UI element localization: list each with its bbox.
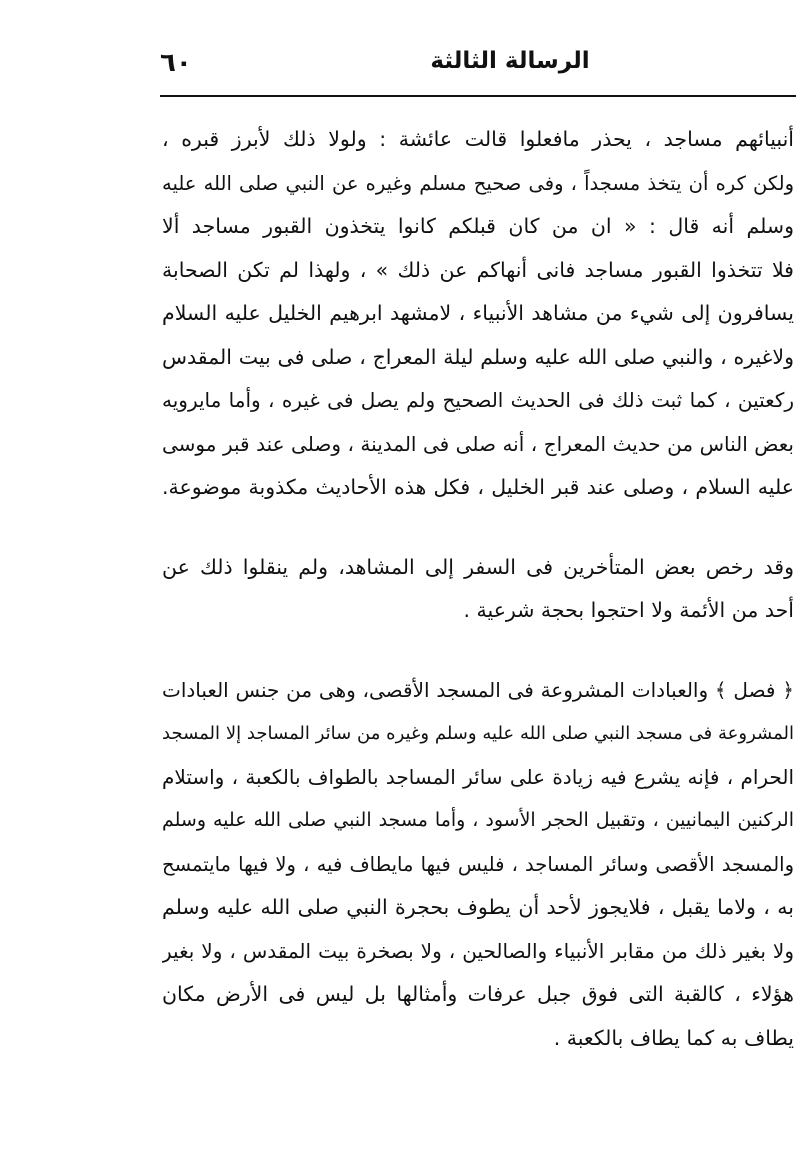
- paragraph-spacer: [162, 633, 794, 669]
- text-line: بعض الناس من حديث المعراج ، أنه صلى فى المدينة ، وصلى عند قبر موسى: [162, 431, 794, 456]
- text-line: ﴿ فصل ﴾ والعبادات المشروعة فى المسجد الأقصى، وهى من جنس العبادات: [162, 677, 794, 702]
- text-line: هؤلاء ، كالقبة التى فوق جبل عرفات وأمثالها بل ليس فى الأرض مكان: [162, 982, 794, 1006]
- text-line: أنبيائهم مساجد ، يحذر مافعلوا قالت عائشة : ولولا ذلك لأبرز قبره ،: [162, 127, 794, 151]
- header-rule: [160, 95, 796, 97]
- text-line: ولاغيره ، والنبي صلى الله عليه وسلم ليلة المعراج ، صلى فى بيت المقدس: [162, 344, 794, 369]
- page-header: [160, 40, 796, 96]
- paragraph-2: [162, 546, 794, 633]
- text-line: وقد رخص بعض المتأخرين فى السفر إلى المشاهد، ولم ينقلوا ذلك عن: [162, 554, 794, 579]
- text-line: به ، ولاما يقبل ، فلايجوز لأحد أن يطوف بحجرة النبي صلى الله عليه وسلم: [162, 895, 794, 919]
- paragraph-1: [162, 118, 794, 510]
- text-line: يسافرون إلى شيء من مشاهد الأنبياء ، لامشهد ابرهيم الخليل عليه السلام: [162, 301, 794, 325]
- running-title: الرسالة الثالثة: [430, 48, 590, 74]
- paragraph-3: [162, 669, 794, 1061]
- page-number: ٦٠: [160, 48, 192, 78]
- text-line: والمسجد الأقصى وسائر المساجد ، فليس فيها مايطاف فيه ، ولا فيها مايتمسح: [162, 852, 794, 876]
- text-line: الحرام ، فإنه يشرع فيه زيادة على سائر المساجد بالطواف بالكعبة ، واستلام: [162, 764, 794, 789]
- text-line: أحد من الأئمة ولا احتجوا بحجة شرعية .: [463, 598, 794, 622]
- text-line: فلا تتخذوا القبور مساجد فانى أنهاكم عن ذلك » ، ولهذا لم تكن الصحابة: [162, 257, 794, 282]
- text-line: وسلم أنه قال : « ان من كان قبلكم كانوا يتخذون القبور مساجد ألا: [162, 214, 794, 238]
- paragraph-spacer: [162, 510, 794, 546]
- text-line: عليه السلام ، وصلى عند قبر الخليل ، فكل هذه الأحاديث مكذوبة موضوعة.: [162, 475, 794, 499]
- text-line: ولكن كره أن يتخذ مسجداً ، وفى صحيح مسلم وغيره عن النبي صلى الله عليه: [162, 171, 794, 195]
- text-line: ركعتين ، كما ثبت ذلك فى الحديث الصحيح ولم يصل فى غيره ، وأما مايرويه: [162, 388, 794, 412]
- text-line: يطاف به كما يطاف بالكعبة .: [553, 1025, 794, 1050]
- text-line: الركنين اليمانيين ، وتقبيل الحجر الأسود ، وأما مسجد النبي صلى الله عليه وسلم: [162, 809, 794, 831]
- text-line: ولا بغير ذلك من مقابر الأنبياء والصالحين ، ولا بصخرة بيت المقدس ، ولا بغير: [162, 938, 794, 963]
- body-text: [162, 118, 794, 1060]
- text-line: المشروعة فى مسجد النبي صلى الله عليه وسلم وغيره من سائر المساجد إلا المسجد: [162, 723, 794, 744]
